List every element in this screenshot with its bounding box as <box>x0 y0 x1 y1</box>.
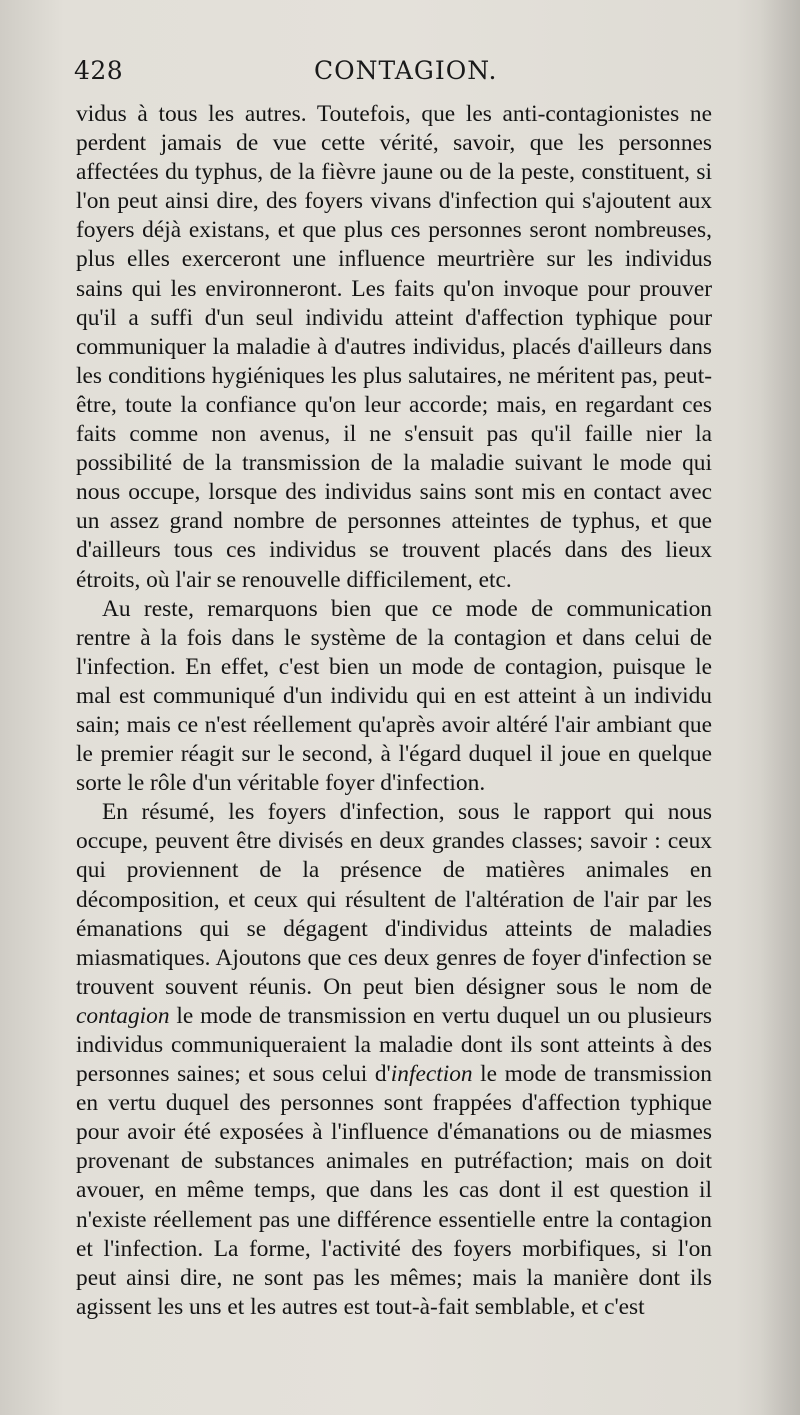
text-run: le mode de transmission en vertu duquel des personnes sont frappées d'affection typhique pour avoir été exposées à l'influence d'émanations ou de miasmes provenant de substances animales en putréfaction; mais on doit avouer, en même temps, que dans les cas dont il est question il n'existe réellement pas une différence essentielle entre la contagion et l'infection. La forme, l'activité des foyers morbifiques, si l'on peut ainsi dire, ne sont pas les mêmes; mais la manière dont ils agissent les uns et les autres est tout-à-fait semblable, et c'est <box>76 1061 712 1320</box>
italic-term: contagion <box>76 1002 170 1029</box>
page-number: 428 <box>74 56 124 85</box>
paragraph <box>76 100 712 595</box>
text-run: Au reste, remarquons bien que ce mode de communication rentre à la fois dans le système de la contagion et dans celui de l'infection. En effet, c'est bien un mode de contagion, puisque le mal est communiqué d'un individu qui en est atteint à un individu sain; mais ce n'est réellement qu'après avoir altéré l'air ambiant que le premier réagit sur le second, à l'égard duquel il joue en quelque sorte le rôle d'un véritable foyer d'infection. <box>76 595 712 797</box>
text-run: En résumé, les foyers d'infection, sous le rapport qui nous occupe, peuvent être divisés en deux grandes classes; savoir : ceux qui proviennent de la présence de matières animales en décomposition, et ceux qui résultent de l'altération de l'air par les émanations qui se dégagent d'individus atteints de maladies miasmatiques. Ajoutons que ces deux genres de foyer d'infection se trouvent souvent réunis. On peut bien désigner sous le nom de <box>76 799 712 1000</box>
running-title: CONTAGION. <box>314 56 498 85</box>
body-text <box>76 100 712 1322</box>
italic-term: infection <box>390 1061 473 1088</box>
page-header <box>74 56 714 96</box>
paragraph <box>76 595 712 799</box>
page-edge-shadow <box>760 0 800 1415</box>
text-run: le mode de transmission en vertu duquel un ou plusieurs individus communiqueraient la maladie dont ils sont atteints à des personnes saines; et sous celui d' <box>76 1002 712 1088</box>
paragraph <box>76 798 712 1322</box>
text-run: vidus à tous les autres. Toutefois, que les anti-contagionistes ne perdent jamais de vue cette vérité, savoir, que les personnes affectées du typhus, de la fièvre jaune ou de la peste, constituent, si l'on peut ainsi dire, des foyers vivans d'infection qui s'ajoutent aux foyers déjà existans, et que plus ces personnes seront nombreuses, plus elles exerceront une influence meurtrière sur les individus sains qui les environneront. Les faits qu'on invoque pour prouver qu'il a suffi d'un seul individu atteint d'affection typhique pour communiquer la maladie à d'autres individus, placés d'ailleurs dans les conditions hygiéniques les plus salutaires, ne méritent pas, peut-être, toute la confiance qu'on leur accorde; mais, en regardant ces faits comme non avenus, il ne s'ensuit pas qu'il faille nier la possibilité de la transmission de la maladie suivant le mode qui nous occupe, lorsque des individus sains sont mis en contact avec un assez grand nombre de personnes atteintes de typhus, et que d'ailleurs tous ces individus se trouvent placés dans des lieux étroits, où l'air se renouvelle difficilement, etc. <box>76 101 712 593</box>
